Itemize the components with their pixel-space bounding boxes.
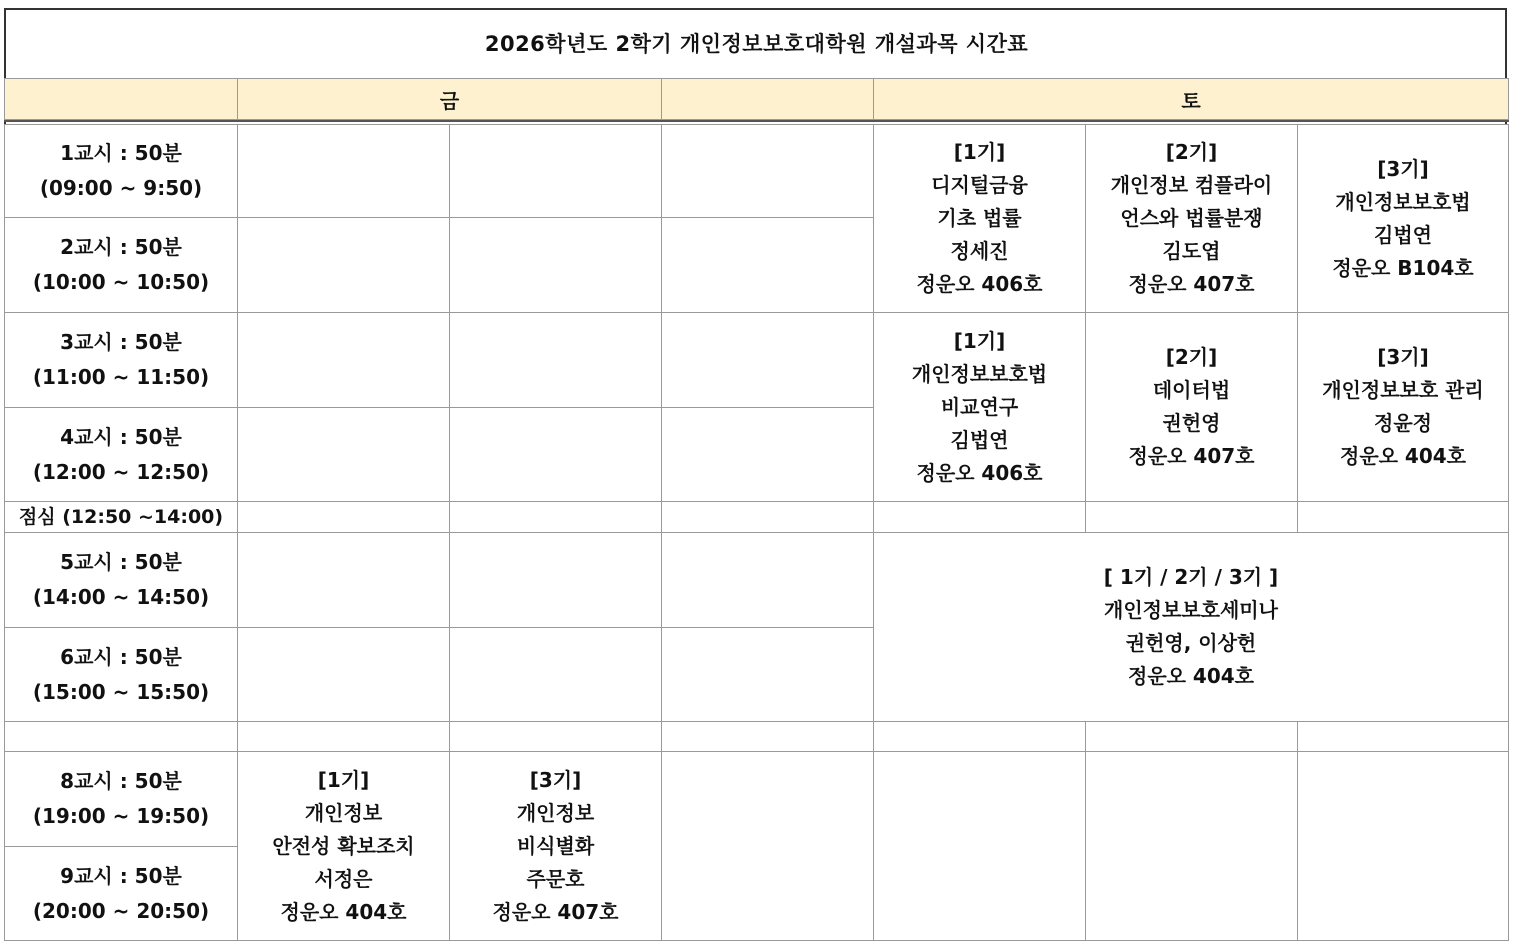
period-name: 6교시 : 50분 bbox=[60, 644, 182, 669]
course-professor: 권헌영, 이상헌 bbox=[1125, 631, 1257, 655]
period-6 bbox=[4, 627, 238, 722]
course-title: 개인정보보호법 bbox=[911, 361, 1048, 386]
period-5 bbox=[4, 532, 238, 628]
empty-cell bbox=[237, 217, 450, 313]
course-professor: 권헌영 bbox=[1162, 411, 1221, 435]
course-professor: 정윤정 bbox=[1374, 411, 1432, 435]
course-cell-sat-am-2 bbox=[1085, 124, 1298, 313]
period-name: 4교시 : 50분 bbox=[60, 424, 182, 449]
empty-cell bbox=[237, 627, 450, 722]
empty-cell bbox=[1297, 751, 1509, 941]
course-room: 정운오 B104호 bbox=[1332, 255, 1474, 280]
course-cell-fri-eve-1 bbox=[237, 751, 450, 941]
course-cell-sat-mid-2 bbox=[1085, 312, 1298, 502]
course-professor: 주문호 bbox=[526, 866, 585, 891]
course-title: 비교연구 bbox=[940, 394, 1019, 419]
lunch-row-label: 점심 (12:50 ~14:00) bbox=[4, 501, 238, 533]
empty-cell bbox=[449, 217, 662, 313]
empty-cell bbox=[1085, 751, 1298, 941]
empty-cell bbox=[1085, 501, 1298, 533]
course-room: 정운오 407호 bbox=[492, 899, 619, 924]
period-time: (19:00 ~ 19:50) bbox=[32, 804, 210, 828]
course-title: 개인정보보호세미나 bbox=[1104, 598, 1278, 622]
empty-cell bbox=[237, 407, 450, 502]
empty-cell bbox=[237, 532, 450, 628]
period-3 bbox=[4, 312, 238, 408]
header-divider bbox=[4, 120, 1509, 122]
course-title: 데이터법 bbox=[1152, 378, 1231, 402]
empty-cell bbox=[661, 627, 874, 722]
course-room: 정운오 404호 bbox=[280, 899, 407, 924]
course-room: 정운오 407호 bbox=[1128, 272, 1255, 296]
course-room: 정운오 404호 bbox=[1128, 664, 1254, 688]
empty-cell bbox=[661, 407, 874, 502]
course-room: 정운오 406호 bbox=[916, 460, 1043, 485]
course-cell-sat-pm-seminar bbox=[873, 532, 1509, 722]
empty-cell bbox=[661, 721, 874, 752]
empty-cell bbox=[449, 627, 662, 722]
page-title: 2026학년도 2학기 개인정보보호대학원 개설과목 시간표 bbox=[484, 32, 1029, 56]
course-title: 기초 법률 bbox=[937, 206, 1022, 230]
course-room: 정운오 406호 bbox=[916, 272, 1043, 296]
course-cohort: [3기] bbox=[1377, 345, 1429, 369]
course-cohort: [3기] bbox=[1377, 156, 1429, 181]
period-name: 8교시 : 50분 bbox=[60, 769, 182, 793]
empty-cell bbox=[237, 312, 450, 408]
empty-cell bbox=[1085, 721, 1298, 752]
course-title: 개인정보보호법 bbox=[1335, 189, 1471, 214]
course-cell-fri-eve-3 bbox=[449, 751, 662, 941]
period-time: (14:00 ~ 14:50) bbox=[32, 585, 210, 609]
course-cohort: [1기] bbox=[953, 140, 1006, 164]
period-name: 5교시 : 50분 bbox=[60, 550, 182, 574]
course-title: 개인정보 bbox=[516, 800, 595, 825]
empty-cell bbox=[873, 721, 1086, 752]
course-cell-sat-mid-3 bbox=[1297, 312, 1509, 502]
course-title: 개인정보 컴플라이 bbox=[1110, 173, 1273, 197]
course-title: 비식별화 bbox=[516, 833, 595, 858]
course-cohort: [3기] bbox=[529, 767, 582, 792]
empty-cell bbox=[1297, 501, 1509, 533]
period-time: (15:00 ~ 15:50) bbox=[32, 679, 210, 704]
empty-cell bbox=[661, 217, 874, 313]
course-professor: 김법연 bbox=[950, 427, 1009, 452]
course-cell-sat-am-1 bbox=[873, 124, 1086, 313]
header-blank bbox=[4, 78, 238, 120]
course-title: 개인정보 bbox=[304, 800, 383, 825]
period-time: (11:00 ~ 11:50) bbox=[32, 365, 210, 389]
empty-cell bbox=[237, 501, 450, 533]
course-title: 개인정보보호 관리 bbox=[1322, 378, 1484, 402]
period-name: 2교시 : 50분 bbox=[60, 235, 182, 259]
course-cohort: [ 1기 / 2기 / 3기 ] bbox=[1103, 565, 1279, 589]
course-title: 디지털금융 bbox=[931, 173, 1028, 197]
period-name: 1교시 : 50분 bbox=[60, 141, 182, 165]
course-cell-sat-am-3 bbox=[1297, 124, 1509, 313]
period-name: 3교시 : 50분 bbox=[60, 330, 182, 354]
day-header-saturday: 토 bbox=[873, 78, 1509, 120]
period-name: 9교시 : 50분 bbox=[60, 863, 182, 888]
empty-cell bbox=[449, 532, 662, 628]
course-cohort: [1기] bbox=[953, 328, 1006, 353]
empty-cell bbox=[661, 124, 874, 218]
empty-cell bbox=[661, 751, 874, 941]
period-4 bbox=[4, 407, 238, 502]
empty-cell bbox=[449, 501, 662, 533]
day-header-friday: 금 bbox=[237, 78, 662, 120]
empty-cell bbox=[1297, 721, 1509, 752]
period-2 bbox=[4, 217, 238, 313]
course-cohort: [2기] bbox=[1165, 140, 1218, 164]
course-professor: 정세진 bbox=[950, 239, 1009, 263]
empty-cell bbox=[449, 721, 662, 752]
empty-cell bbox=[873, 751, 1086, 941]
empty-cell bbox=[661, 312, 874, 408]
period-8 bbox=[4, 751, 238, 847]
period-9 bbox=[4, 846, 238, 941]
course-title: 안전성 확보조치 bbox=[272, 833, 415, 858]
period-time: (20:00 ~ 20:50) bbox=[32, 898, 210, 923]
empty-cell bbox=[449, 407, 662, 502]
empty-cell bbox=[661, 532, 874, 628]
course-room: 정운오 404호 bbox=[1340, 444, 1466, 468]
course-room: 정운오 407호 bbox=[1128, 444, 1255, 468]
period-time: (09:00 ~ 9:50) bbox=[39, 176, 203, 200]
period-time: (12:00 ~ 12:50) bbox=[32, 459, 210, 484]
header-blank-2 bbox=[661, 78, 874, 120]
course-cell-sat-mid-1 bbox=[873, 312, 1086, 502]
empty-cell bbox=[449, 312, 662, 408]
course-professor: 서정은 bbox=[314, 866, 373, 891]
period-1 bbox=[4, 124, 238, 218]
course-professor: 김도엽 bbox=[1162, 239, 1221, 263]
empty-cell bbox=[661, 501, 874, 533]
course-cohort: [1기] bbox=[317, 767, 370, 792]
empty-cell bbox=[237, 124, 450, 218]
blank-row-label bbox=[4, 721, 238, 752]
course-professor: 김법연 bbox=[1374, 222, 1432, 247]
empty-cell bbox=[237, 721, 450, 752]
course-cohort: [2기] bbox=[1165, 345, 1218, 369]
period-time: (10:00 ~ 10:50) bbox=[32, 270, 210, 294]
empty-cell bbox=[449, 124, 662, 218]
course-title: 언스와 법률분쟁 bbox=[1120, 206, 1263, 230]
empty-cell bbox=[873, 501, 1086, 533]
